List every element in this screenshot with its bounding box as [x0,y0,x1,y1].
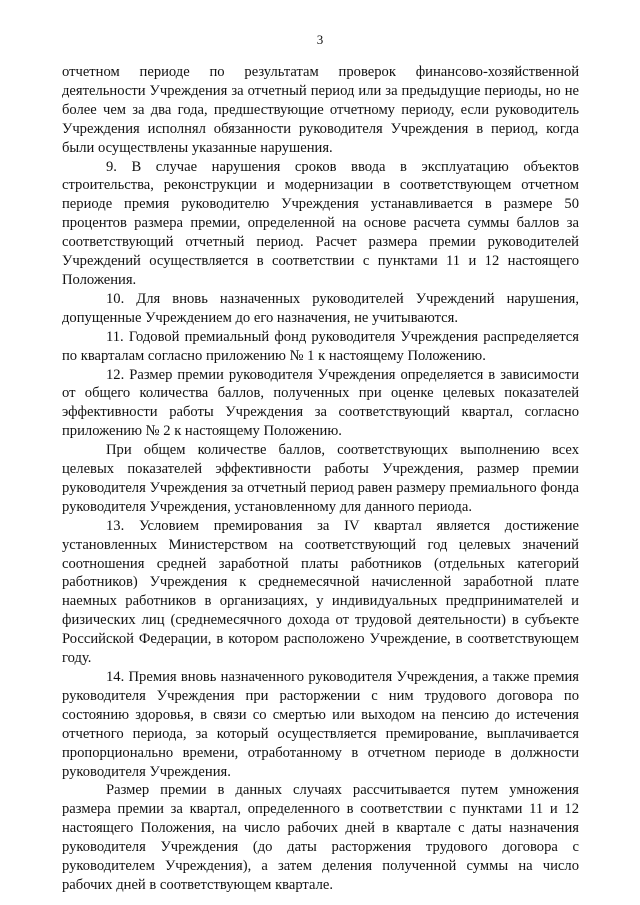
paragraph-10: 10. Для вновь назначенных руководителей Учреждений нарушения, допущенные Учреждением до его назначения, не учитываются. [62,290,579,326]
paragraph-13: 13. Условием премирования за IV квартал является достижение установленных Министерством на соответствующий год целевых значений соотношения средней заработной платы работников (отдельных категорий работников) Учреждения к среднемесячной начисленной заработной плате наемных работников в организациях, у индивидуальных предпринимателей и физических лиц (среднемесячного дохода от трудовой деятельности) в субъекте Российской Федерации, в котором расположено Учреждение, в соответствующем году. [62,517,579,667]
document-body [62,63,579,895]
paragraph-14: 14. Премия вновь назначенного руководителя Учреждения, а также премия руководителя Учреждения при расторжении с ним трудового договора по состоянию здоровья, в связи со смертью или выходом на пенсию до истечения отчетного периода, за который осуществляется премирование, выплачивается пропорционально времени, отработанному в отчетном периоде в должности руководителя Учреждения. [62,669,579,780]
paragraph-continuation: отчетном периоде по результатам проверок финансово-хозяйственной деятельности Учреждения за отчетный период или за предыдущие периоды, но не более чем за два года, предшествующие отчетному периоду, если руководитель Учреждения исполнял обязанности руководителя Учреждения в период, когда были осуществлены указанные нарушения. [62,64,579,156]
paragraph-12-continued: При общем количестве баллов, соответствующих выполнению всех целевых показателей эффективности работы Учреждения, размер премии руководителя Учреждения за отчетный период равен размеру премиального фонда руководителя Учреждения, установленному для данного периода. [62,442,579,515]
paragraph-11: 11. Годовой премиальный фонд руководителя Учреждения распределяется по кварталам согласно приложению № 1 к настоящему Положению. [62,328,579,364]
paragraph-9: 9. В случае нарушения сроков ввода в эксплуатацию объектов строительства, реконструкции и модернизации в соответствующем отчетном периоде премия руководителю Учреждения устанавливается в размере 50 процентов размера премии, определенной на основе расчета суммы баллов за соответствующий отчетный период. Расчет размера премии руководителей Учреждений осуществляется в соответствии с пунктами 11 и 12 настоящего Положения. [62,158,579,288]
paragraph-14-continued: Размер премии в данных случаях рассчитывается путем умножения размера премии за квартал, определенного в соответствии с пунктами 11 и 12 настоящего Положения, на число рабочих дней в квартале с даты назначения руководителя Учреждения (до даты расторжения трудового договора с руководителем Учреждения), а затем деления полученной суммы на число рабочих дней в соответствующем квартале. [62,782,579,893]
page-number: 3 [316,32,324,47]
paragraph-12: 12. Размер премии руководителя Учреждения определяется в зависимости от общего количества баллов, полученных при оценке целевых показателей эффективности работы Учреждения за соответствующий квартал, согласно приложению № 2 к настоящему Положению. [62,366,579,440]
